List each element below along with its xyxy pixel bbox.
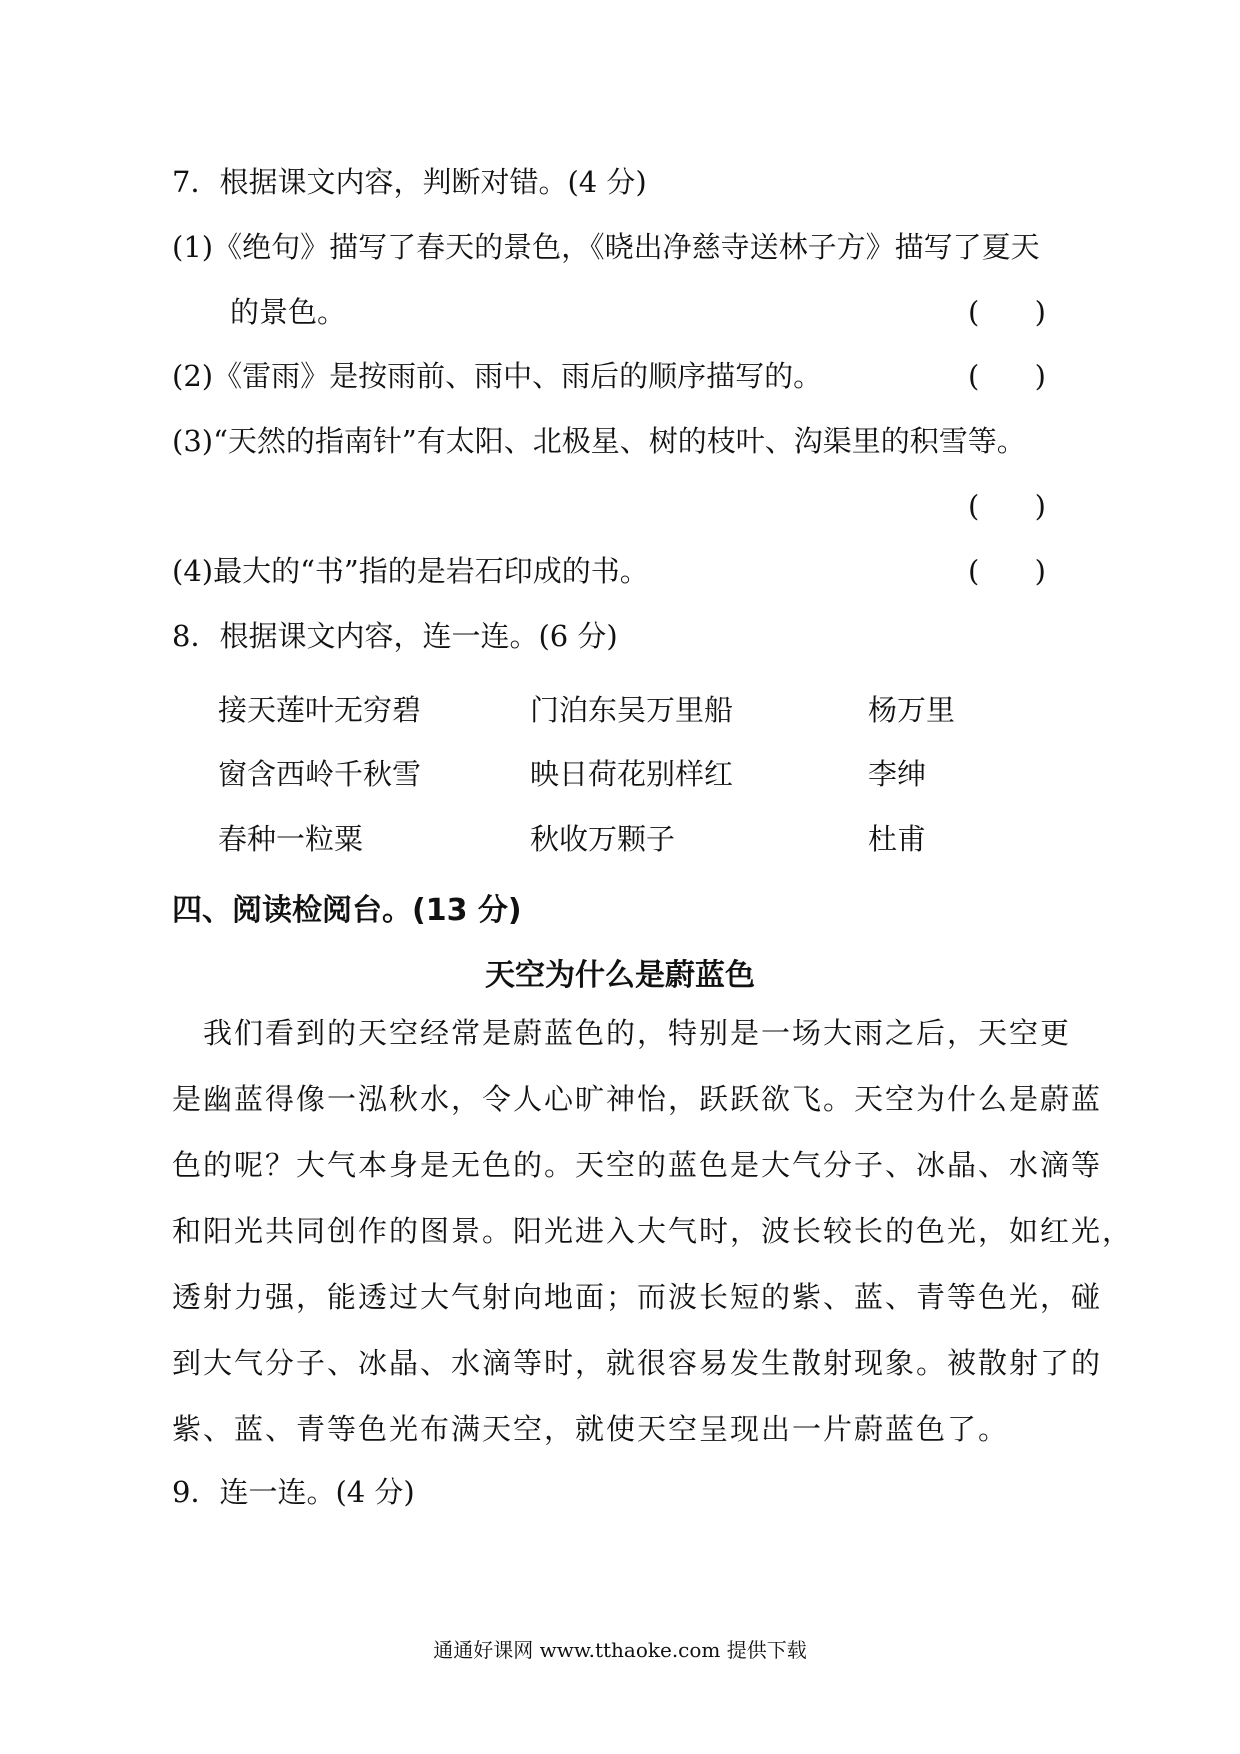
q8-col2-item-2[interactable]: 映日荷花别样红 [530,757,734,791]
q7-answer-3[interactable]: ( ) [968,489,1046,523]
q8-heading: 8．根据课文内容，连一连。(6 分) [172,619,618,653]
passage-line-3: 色的呢？大气本身是无色的。天空的蓝色是大气分子、冰晶、水滴等 [172,1148,1103,1182]
passage-line-4: 和阳光共同创作的图景。阳光进入大气时，波长较长的色光，如红光， [172,1214,1134,1248]
passage-body [172,1000,1134,1462]
q8-col1-item-3[interactable]: 春种一粒粟 [218,822,364,856]
passage-line-2: 是幽蓝得像一泓秋水，令人心旷神怡，跃跃欲飞。天空为什么是蔚蓝 [172,1082,1103,1116]
passage-line-7: 紫、蓝、青等色光布满天空，就使天空呈现出一片蔚蓝色了。 [172,1412,1010,1446]
q8-col2-item-3[interactable]: 秋收万颗子 [530,822,676,856]
q8-col1-item-1[interactable]: 接天莲叶无穷碧 [218,693,422,727]
q7-item-4: (4)最大的“书”指的是岩石印成的书。 [172,554,649,588]
q7-item-1-line2: 的景色。 [230,295,347,329]
q7-answer-2[interactable]: ( ) [968,359,1046,393]
passage-title: 天空为什么是蔚蓝色 [485,958,755,993]
q7-answer-4[interactable]: ( ) [968,554,1046,588]
q7-heading: 7．根据课文内容，判断对错。(4 分) [172,165,647,199]
q7-answer-1[interactable]: ( ) [968,295,1046,329]
q7-item-1-line1: (1)《绝句》描写了春天的景色，《晓出净慈寺送林子方》描写了夏天 [172,230,1040,264]
q7-item-3: (3)“天然的指南针”有太阳、北极星、树的枝叶、沟渠里的积雪等。 [172,424,1026,458]
q7-item-2: (2)《雷雨》是按雨前、雨中、雨后的顺序描写的。 [172,359,823,393]
q8-col1-item-2[interactable]: 窗含西岭千秋雪 [218,757,422,791]
q8-col2-item-1[interactable]: 门泊东吴万里船 [530,693,734,727]
passage-line-5: 透射力强，能透过大气射向地面；而波长短的紫、蓝、青等色光，碰 [172,1280,1103,1314]
q8-col3-item-2[interactable]: 李绅 [868,757,927,791]
q8-col3-item-1[interactable]: 杨万里 [868,693,956,727]
q9-heading: 9．连一连。(4 分) [172,1475,415,1509]
section4-heading: 四、阅读检阅台。(13 分) [172,893,522,928]
q8-col3-item-3[interactable]: 杜甫 [868,822,927,856]
passage-line-1: 我们看到的天空经常是蔚蓝色的，特别是一场大雨之后，天空更 [172,1016,1072,1050]
passage-line-6: 到大气分子、冰晶、水滴等时，就很容易发生散射现象。被散射了的 [172,1346,1103,1380]
footer-credit: 通通好课网 www.tthaoke.com 提供下载 [433,1638,807,1662]
